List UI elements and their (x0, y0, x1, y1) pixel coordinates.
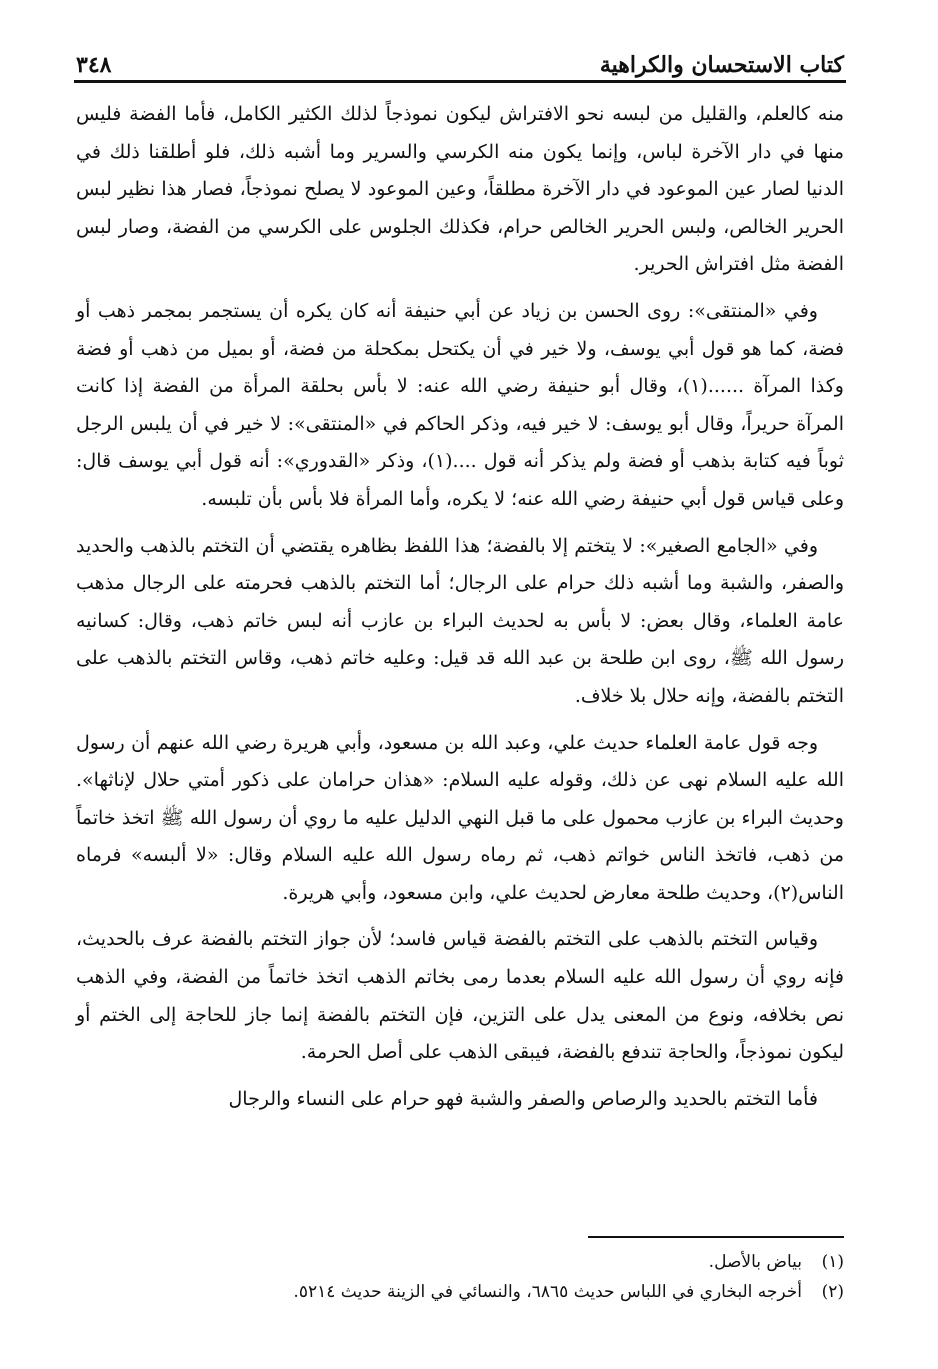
paragraph: منه كالعلم، والقليل من لبسه نحو الافتراش ليكون نموذجاً لذلك الكثير الكامل، فأما الفضة فليس منها في دار الآخرة لباس، وإنما يكون منه الكرسي والسرير وما أشبه ذلك، فلو أطلقنا ذلك في الدنيا لصار عين الموعود في دار الآخرة مطلقاً، وعين الموعود لا يصلح نموذجاً، فصار هذا نظير لبس الحرير الخالص، ولبس الحرير الخالص حرام، فكذلك الجلوس على الكرسي من الفضة، وصار لبس الفضة مثل افتراش الحرير. (76, 103, 844, 276)
page-number: ٣٤٨ (76, 52, 112, 78)
footnote-divider (588, 1236, 844, 1238)
footnote-text: أخرجه البخاري في اللباس حديث ٦٨٦٥، والنسائي في الزينة حديث ٥٢١٤. (293, 1282, 802, 1302)
book-title: كتاب الاستحسان والكراهية (599, 52, 844, 78)
footnote-number: (٢) (821, 1282, 844, 1302)
footnotes (76, 1247, 844, 1307)
main-text (76, 96, 844, 1127)
footnote-number: (١) (821, 1252, 844, 1272)
paragraph: وفي «المنتقى»: روى الحسن بن زياد عن أبي حنيفة أنه كان يكره أن يستجمر بمجمر ذهب أو فضة، كما هو قول أبي يوسف، ولا خير في أن يكتحل بمكحلة من فضة، أو بميل من ذهب أو فضة وكذا المرآة ......(١)، وقال أبو حنيفة رضي الله عنه: لا بأس بحلقة المرأة من الفضة إذا كانت المرآة حريراً، وقال أبو يوسف: لا خير فيه، وذكر الحاكم في «المنتقى»: لا خير في أن يلبس الرجل ثوباً فيه كتابة بذهب أو فضة ولم يذكر أنه قول ....(١)، وذكر «القدوري»: أنه قول أبي يوسف قال: وعلى قياس قول أبي حنيفة رضي الله عنه؛ لا يكره، وأما المرأة فلا بأس بأن تلبسه. (76, 299, 845, 510)
footnote-text: بياض بالأصل. (708, 1252, 802, 1272)
footnote-item (76, 1247, 844, 1277)
footnote-item (76, 1277, 844, 1307)
paragraph: فأما التختم بالحديد والرصاص والصفر والشبة فهو حرام على النساء والرجال (228, 1087, 818, 1110)
paragraph: وفي «الجامع الصغير»: لا يتختم إلا بالفضة؛ هذا اللفظ بظاهره يقتضي أن التختم بالذهب والحديد والصفر، والشبة وما أشبه ذلك حرام على الرجال؛ أما التختم بالذهب فحرمته على الرجال مذهب عامة العلماء، وقال بعض: لا بأس به لحديث البراء بن عازب أنه لبس خاتم ذهب، وقال: كسانيه رسول الله ﷺ، روى ابن طلحة بن عبد الله قد قيل: وعليه خاتم ذهب، وقاس التختم بالذهب على التختم بالفضة، وإنه حلال بلا خلاف. (76, 534, 844, 707)
page-header (76, 38, 844, 78)
paragraph: وجه قول عامة العلماء حديث علي، وعبد الله بن مسعود، وأبي هريرة رضي الله عنهم أن رسول الله عليه السلام نهى عن ذلك، وقوله عليه السلام: «هذان حرامان على ذكور أمتي حلال لإناثها». وحديث البراء بن عازب محمول على ما قبل النهي الدليل عليه ما روي أن رسول الله ﷺ اتخذ خاتماً من ذهب، فاتخذ الناس خواتم ذهب، ثم رماه رسول الله عليه السلام وقال: «لا ألبسه» فرماه الناس(٢)، وحديث طلحة معارض لحديث علي، وابن مسعود، وأبي هريرة. (76, 731, 844, 904)
header-divider (74, 80, 846, 83)
paragraph: وقياس التختم بالذهب على التختم بالفضة قياس فاسد؛ لأن جواز التختم بالفضة عرف بالحديث، فإنه روي أن رسول الله عليه السلام بعدما رمى بخاتم الذهب اتخذ خاتماً من الفضة، وفي الذهب نص بخلافه، ونوع من المعنى يدل على التزين، فإن التختم بالفضة إنما جاز للحاجة إلى الختم أو ليكون نموذجاً، والحاجة تندفع بالفضة، فيبقى الذهب على أصل الحرمة. (76, 928, 844, 1064)
